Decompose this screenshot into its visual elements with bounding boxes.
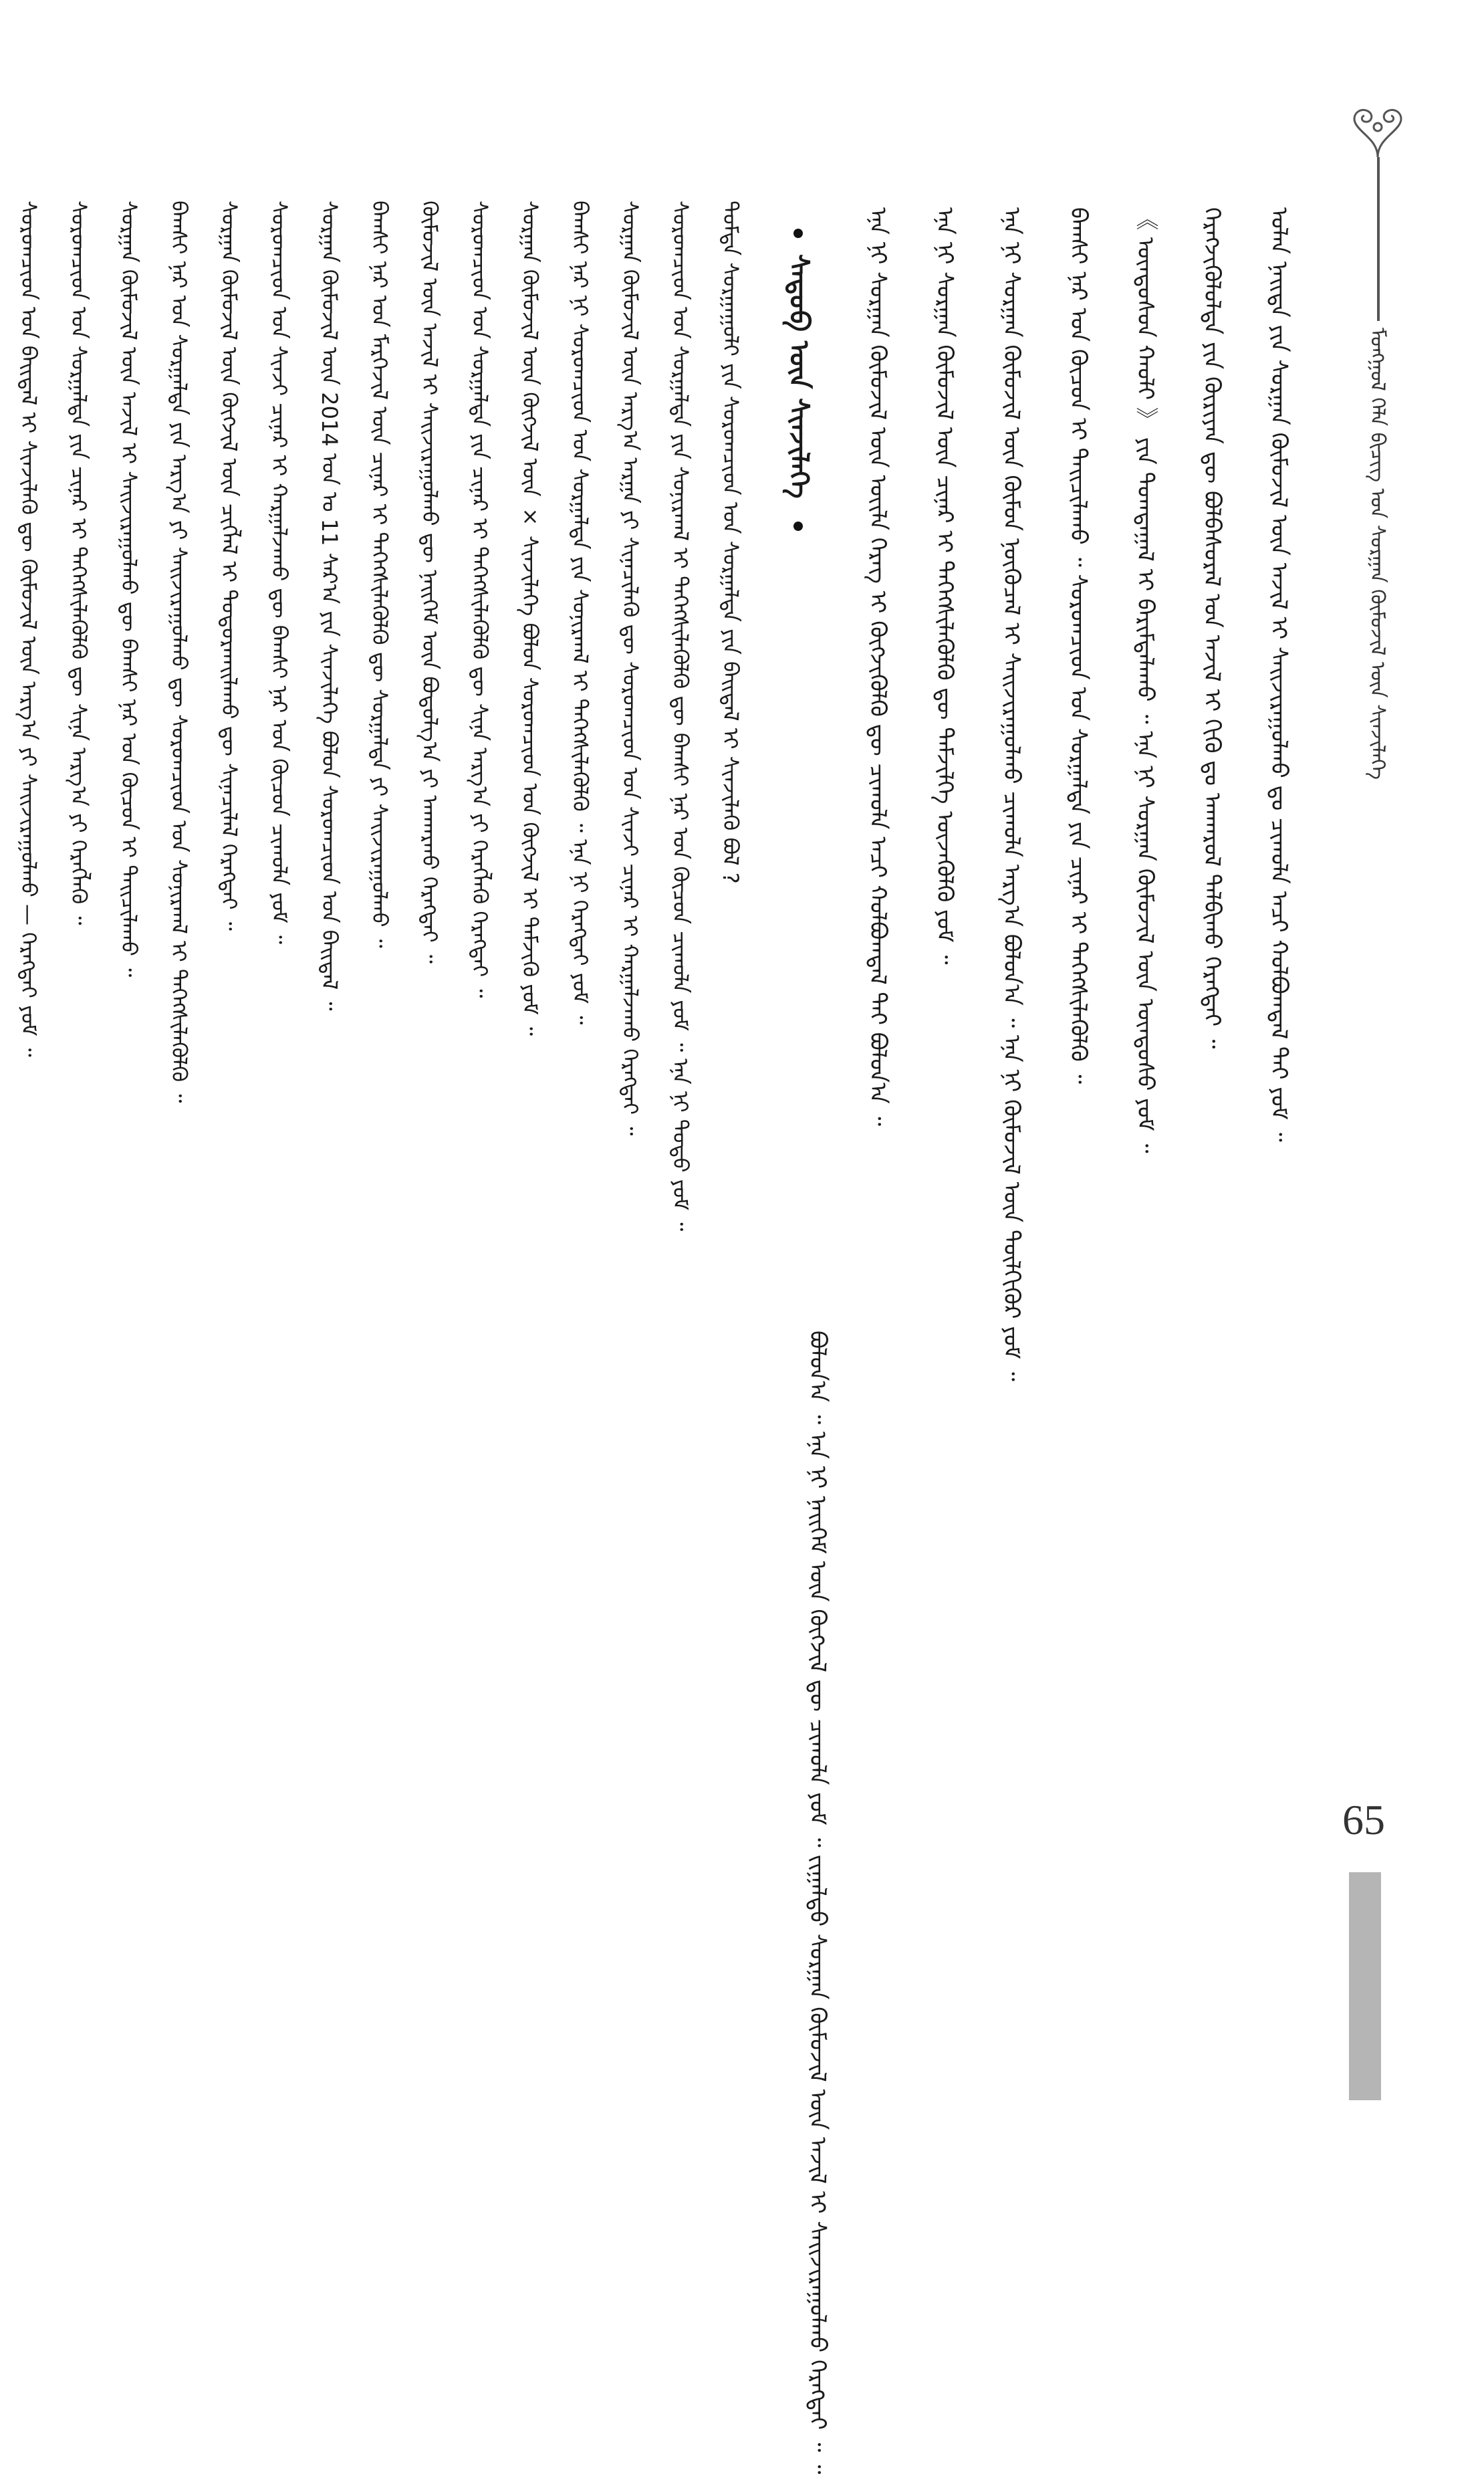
text-line: ᠰᠤᠷᠤᠭᠴᠢᠳ ᠤᠨ ᠪᠠᠢᠳᠠᠯ ᠢ ᠰᠢᠨᠵᠢᠯᠡᠬᠦ ᠳᠦ ᠬᠦᠮᠦᠵᠢᠯ ᠦᠨ ᠠᠷᠭ᠎ᠠ ᠶᠢ ᠰᠠᠢᠵᠢᠷᠠᠭᠤᠯᠬᠤ — ᠬᠡᠷᠡᠭᠲᠡᠢ ᠶᠤᠮ ᠃	[16, 201, 41, 1057]
text-line: ᠡᠨᠡ ᠨᠢ ᠰᠤᠷᠭᠠᠨ ᠬᠦᠮᠦᠵᠢᠯ ᠦᠨ ᠴᠢᠨᠠᠷ ᠢ ᠳᠡᠭᠡᠭᠰᠢᠯᠡᠭᠦᠯᠬᠦ ᠳᠦ ᠳᠡᠮᠵᠢᠯᠭᠡ ᠦᠵᠡᠭᠦᠯᠬᠦ ᠶᠤᠮ ᠃	[931, 207, 958, 965]
running-header: ᠮᠣᠩᠭᠣᠯ ᠬᠡᠯᠡ ᠪᠢᠴᠢᠭ ᠤᠨ ᠰᠤᠷᠭᠠᠨ ᠬᠦᠮᠦᠵᠢᠯ ᠦᠨ ᠰᠢᠨᠵᠢᠯᠡᠭᠡ	[1366, 328, 1389, 780]
text-line: ᠰᠤᠷᠭᠠᠨ ᠬᠦᠮᠦᠵᠢᠯ ᠦᠨ 2014 ᠣᠨ ᠤ 11 ᠰᠠᠷ᠎ᠠ ᠶᠢᠨ ᠰᠢᠨᠵᠢᠯᠡᠭᠡ ᠪᠣᠯᠤᠨ ᠰᠤᠷᠤᠭᠴᠢᠳ ᠤᠨ ᠪᠠᠢᠳᠠᠯ ᠃	[317, 201, 342, 1011]
scroll-ornament-icon	[1341, 100, 1414, 160]
text-line: ᠪᠠᠭᠰᠢ ᠨᠠᠷ ᠤᠨ ᠰᠤᠷᠭᠠᠯᠲᠠ ᠶᠢᠨ ᠠᠷᠭ᠎ᠠ ᠶᠢ ᠰᠠᠢᠵᠢᠷᠠᠭᠤᠯᠬᠤ ᠳᠦ ᠰᠤᠷᠤᠭᠴᠢᠳ ᠤᠨ ᠰᠣᠨᠢᠷᠬᠠᠯ ᠢ ᠳᠡᠭᠡᠭᠰᠢᠯᠡᠭᠦᠯᠬᠦ ᠃	[166, 201, 192, 1103]
text-line: ᠡᠨᠡ ᠨᠢ ᠰᠤᠷᠭᠠᠨ ᠬᠦᠮᠦᠵᠢᠯ ᠦᠨ ᠬᠦᠮᠦᠨ ᠨᠦᠬᠦᠴᠡᠯ ᠢ ᠰᠠᠢᠵᠢᠷᠠᠭᠤᠯᠬᠤ ᠴᠢᠬᠤᠯᠠ ᠠᠷᠭ᠎ᠠ ᠪᠣᠯᠤᠨ᠎ᠠ ᠃ ᠡᠨᠡ ᠨᠢ ᠬᠦᠮᠦᠵᠢᠯ ᠦᠨ ᠲᠦᠯᠬᠢᠭᠦᠷ ᠶᠤᠮ ᠃	[998, 207, 1025, 1381]
text-line: ᠪᠠᠭᠰᠢ ᠨᠠᠷ ᠨᠢ ᠰᠤᠷᠤᠭᠴᠢᠳ ᠤᠨ ᠰᠤᠷᠭᠠᠯᠲᠠ ᠶᠢᠨ ᠰᠣᠨᠢᠷᠬᠠᠯ ᠢ ᠳᠡᠭᠡᠭᠰᠢᠯᠡᠭᠦᠯᠬᠦ ᠃ ᠡᠨᠡ ᠨᠢ ᠬᠡᠷᠡᠭᠲᠡᠢ ᠶᠤᠮ ᠃	[568, 201, 593, 1025]
text-line: ᠰᠤᠷᠭᠠᠨ ᠬᠦᠮᠦᠵᠢᠯ ᠦᠨ ᠬᠦᠭᠵᠢᠯ ᠦᠨ × ᠰᠢᠨᠵᠢᠯᠡᠭᠡ ᠪᠣᠯᠤᠨ ᠰᠤᠷᠤᠭᠴᠢᠳ ᠤᠨ ᠬᠦᠭᠵᠢᠯ ᠢ ᠳᠡᠮᠵᠢᠬᠦ ᠶᠤᠮ ᠃	[517, 201, 543, 1036]
text-line: ᠪᠠᠭᠰᠢ ᠨᠠᠷ ᠤᠨ ᠮᠡᠷᠭᠡᠵᠢᠯ ᠦᠨ ᠴᠢᠨᠠᠷ ᠢ ᠳᠡᠭᠡᠭᠰᠢᠯᠡᠭᠦᠯᠬᠦ ᠳᠦ ᠰᠤᠷᠭᠠᠯᠲᠠ ᠶᠢ ᠰᠠᠢᠵᠢᠷᠠᠭᠤᠯᠬᠤ ᠃	[367, 201, 392, 948]
text-line: ᠡᠨᠡ ᠨᠢ ᠰᠤᠷᠭᠠᠨ ᠬᠦᠮᠦᠵᠢᠯ ᠦᠨ ᠦᠢᠯᠡ ᠬᠡᠷᠡᠭ ᠢ ᠬᠦᠭᠵᠢᠭᠦᠯᠬᠦ ᠳᠦ ᠴᠢᠬᠤᠯᠠ ᠠᠴᠢ ᠬᠣᠯᠪᠣᠭᠳᠠᠯ ᠲᠠᠢ ᠪᠣᠯᠤᠨ᠎ᠠ ᠃	[864, 207, 891, 1126]
text-line: ᠪᠣᠯᠤᠨ᠎ᠠ ᠃ ᠡᠨᠡ ᠨᠢ ᠨᠡᠢᠭᠡᠮ ᠦᠨ ᠬᠦᠭᠵᠢᠯ ᠳᠦ ᠴᠢᠬᠤᠯᠠ ᠶᠤᠮ ᠃ ᠵᠢᠭᠠᠯᠳᠤ ᠰᠤᠷᠭᠠᠨ ᠬᠦᠮᠦᠵᠢᠯ ᠦᠨ ᠠᠵᠢᠯ ᠢ ᠰᠠᠢᠵᠢᠷᠠᠭᠤᠯᠬᠤ ᠬᠡᠷᠡᠭᠲᠡᠢ ᠃ ᠃	[804, 1331, 831, 2474]
text-line: ᠰᠤᠷᠭᠠᠨ ᠬᠦᠮᠦᠵᠢᠯ ᠦᠨ ᠠᠵᠢᠯ ᠢ ᠰᠠᠢᠵᠢᠷᠠᠭᠤᠯᠬᠤ ᠳᠦ ᠪᠠᠭᠰᠢ ᠨᠠᠷ ᠤᠨ ᠬᠦᠴᠦᠨ ᠢ ᠳᠠᠢᠴᠢᠯᠠᠬᠤ ᠃	[116, 201, 142, 978]
text-line: ᠰᠤᠷᠭᠠᠨ ᠬᠦᠮᠦᠵᠢᠯ ᠦᠨ ᠬᠦᠭᠵᠢᠯ ᠦᠨ ᠴᠢᠭᠯᠡᠯ ᠢ ᠲᠣᠳᠣᠷᠬᠠᠢᠯᠠᠬᠤ ᠳᠦ ᠰᠢᠨᠡᠴᠢᠯᠡᠯ ᠬᠡᠷᠡᠭᠲᠡᠢ ᠃	[217, 201, 242, 931]
text-line: 《 ᠦᠨᠳᠦᠰᠦᠨ ᠬᠠᠤᠯᠢ 》 ᠶᠢᠨ ᠲᠣᠭᠲᠠᠭᠠᠯ ᠢ ᠪᠠᠷᠢᠮᠲᠠᠯᠠᠬᠤ ᠃ ᠡᠨᠡ ᠨᠢ ᠰᠤᠷᠭᠠᠨ ᠬᠦᠮᠦᠵᠢᠯ ᠦᠨ ᠦᠨᠳᠦᠰᠦ ᠶᠤᠮ ᠃	[1132, 207, 1158, 1153]
bullet-icon	[793, 229, 803, 238]
page-number: 65	[1342, 1796, 1385, 1843]
text-line: ᠬᠦᠮᠦᠵᠢᠯ ᠦᠨ ᠠᠵᠢᠯ ᠢ ᠰᠠᠢᠵᠢᠷᠠᠭᠤᠯᠬᠤ ᠳᠦ ᠨᠡᠢᠭᠡᠮ ᠦᠨ ᠪᠣᠳᠤᠯᠭ᠎ᠠ ᠶᠢ ᠠᠨᠬᠠᠷᠬᠤ ᠬᠡᠷᠡᠭᠲᠡᠢ ᠃	[417, 201, 443, 964]
text-line: ᠳᠤᠮᠳᠠ ᠰᠤᠷᠭᠠᠭᠤᠯᠢ ᠶᠢᠨ ᠰᠤᠷᠤᠭᠴᠢᠳ ᠤᠨ ᠰᠤᠷᠭᠠᠯᠲᠠ ᠶᠢᠨ ᠪᠠᠢᠳᠠᠯ ᠢ ᠰᠢᠨᠵᠢᠯᠡᠬᠦ ᠪᠣᠯ ?	[718, 201, 743, 884]
section-heading: ᠰᠡᠳᠦᠪ ᠦᠨ ᠰᠢᠨᠵᠢᠯᠡᠭᠡ	[783, 254, 814, 499]
text-line: ᠰᠤᠷᠤᠭᠴᠢᠳ ᠤᠨ ᠰᠤᠷᠭᠠᠯᠲᠠ ᠶᠢᠨ ᠴᠢᠨᠠᠷ ᠢ ᠳᠡᠭᠡᠭᠰᠢᠯᠡᠭᠦᠯᠬᠦ ᠳᠦ ᠰᠢᠨᠡ ᠠᠷᠭ᠎ᠠ ᠶᠢ ᠬᠡᠷᠡᠭᠯᠡᠬᠦ ᠃	[66, 201, 92, 925]
text-line: ᠰᠤᠷᠤᠭᠴᠢᠳ ᠤᠨ ᠰᠤᠷᠭᠠᠯᠲᠠ ᠶᠢᠨ ᠰᠣᠨᠢᠷᠬᠠᠯ ᠢ ᠳᠡᠭᠡᠭᠰᠢᠯᠡᠭᠦᠯᠬᠦ ᠳᠦ ᠪᠠᠭᠰᠢ ᠨᠠᠷ ᠤᠨ ᠬᠦᠴᠦᠨ ᠴᠢᠬᠤᠯᠠ ᠶᠤᠮ ᠃ ᠡᠨᠡ ᠨᠢ ᠲᠣᠳᠣ ᠶᠤᠮ ᠃	[668, 201, 693, 1232]
text-line: ᠰᠤᠷᠤᠭᠴᠢᠳ ᠤᠨ ᠰᠤᠷᠭᠠᠯᠲᠠ ᠶᠢᠨ ᠴᠢᠨᠠᠷ ᠢ ᠳᠡᠭᠡᠭᠰᠢᠯᠡᠭᠦᠯᠬᠦ ᠳᠦ ᠰᠢᠨᠡ ᠠᠷᠭ᠎ᠠ ᠶᠢ ᠬᠡᠷᠡᠭᠯᠡᠬᠦ ᠬᠡᠷᠡᠭᠲᠡᠢ ᠃	[467, 201, 493, 998]
text-line: ᠣᠯᠠᠨ ᠨᠡᠢᠲᠡ ᠶᠢᠨ ᠰᠤᠷᠭᠠᠨ ᠬᠦᠮᠦᠵᠢᠯ ᠦᠨ ᠠᠵᠢᠯ ᠢ ᠰᠠᠢᠵᠢᠷᠠᠭᠤᠯᠬᠤ ᠳᠤ ᠴᠢᠬᠤᠯᠠ ᠠᠴᠢ ᠬᠣᠯᠪᠣᠭᠳᠠᠯ ᠲᠠᠢ ᠶᠤᠮ ᠃	[1265, 207, 1292, 1142]
header-rule	[1377, 157, 1380, 321]
text-line: ᠰᠤᠷᠭᠠᠨ ᠬᠦᠮᠦᠵᠢᠯ ᠦᠨ ᠠᠷᠭ᠎ᠠ ᠠᠷᠭᠠ ᠶᠢ ᠰᠢᠨᠡᠴᠢᠯᠡᠬᠦ ᠳᠦ ᠰᠤᠷᠤᠭᠴᠢᠳ ᠤᠨ ᠰᠢᠨᠵᠢ ᠴᠢᠨᠠᠷ ᠢ ᠬᠠᠷᠭᠠᠯᠵᠠᠬᠤ ᠬᠡᠷᠡᠭᠲᠡᠢ ᠃	[618, 201, 643, 1136]
text-line: ᠰᠤᠷᠤᠭᠴᠢᠳ ᠤᠨ ᠰᠢᠨᠵᠢ ᠴᠢᠨᠠᠷ ᠢ ᠬᠠᠷᠭᠠᠯᠵᠠᠬᠤ ᠳᠦ ᠪᠠᠭᠰᠢ ᠨᠠᠷ ᠤᠨ ᠬᠦᠴᠦᠨ ᠴᠢᠬᠤᠯᠠ ᠶᠤᠮ ᠃	[267, 201, 292, 944]
bullet-icon	[793, 522, 803, 531]
text-line: ᠬᠡᠷᠡᠭᠵᠢᠭᠦᠯᠦᠯᠲᠡ ᠶᠢᠨ ᠬᠦᠷᠢᠶᠡᠨ ᠳᠦ ᠪᠣᠯᠪᠠᠰᠤᠷᠠᠯ ᠤᠨ ᠠᠵᠢᠯ ᠢ ᠬᠢᠬᠦ ᠳᠤ ᠠᠨᠬᠠᠷᠤᠯ ᠲᠠᠯᠪᠢᠬᠤ ᠬᠡᠷᠡᠭᠲᠡᠢ ᠃	[1199, 207, 1225, 1049]
page-edge-bar	[1349, 1872, 1381, 2100]
text-line: ᠪᠠᠭᠰᠢ ᠨᠠᠷ ᠤᠨ ᠬᠦᠴᠦᠨ ᠢ ᠳᠠᠢᠴᠢᠯᠠᠬᠤ ᠃ ᠰᠤᠷᠤᠭᠴᠢᠳ ᠤᠨ ᠰᠤᠷᠭᠠᠯᠲᠠ ᠶᠢᠨ ᠴᠢᠨᠠᠷ ᠢ ᠳᠡᠭᠡᠭᠰᠢᠯᠡᠭᠦᠯᠬᠦ ᠃	[1065, 207, 1092, 1084]
